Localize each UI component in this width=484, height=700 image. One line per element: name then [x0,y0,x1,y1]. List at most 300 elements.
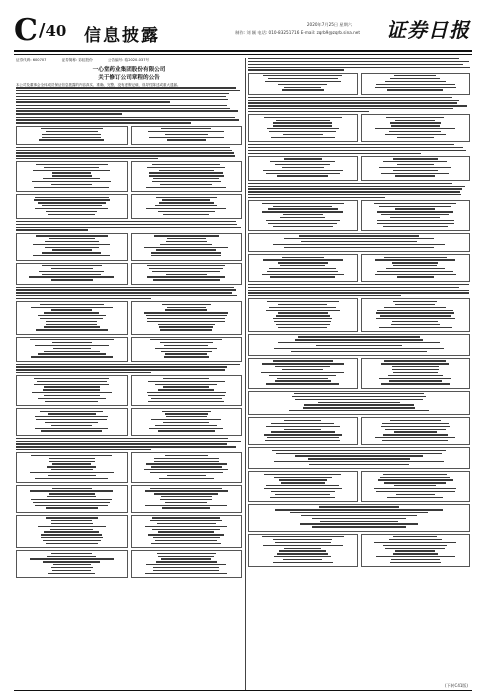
text-line [248,191,460,192]
two-column-block [16,515,242,548]
bottom-rule [14,690,472,691]
text-line [166,274,207,275]
text-line [42,205,102,206]
text-line [149,172,223,173]
text-line [292,396,426,397]
text-line [299,235,418,236]
text-line [152,164,220,165]
text-line [16,229,88,230]
text-lines [251,235,468,248]
text-line [167,307,206,308]
text-lines [363,360,468,384]
text-line [51,469,93,470]
text-line [44,326,100,327]
text-line [149,268,223,269]
text-lines [16,117,242,124]
text-line [262,203,344,204]
text-line [49,238,95,239]
text-line [16,295,237,296]
boxed-section [248,334,470,356]
text-line [164,356,209,357]
text-line [146,208,226,209]
text-line [44,395,100,396]
text-line [51,425,92,426]
text-line [51,309,92,310]
text-line [282,257,324,258]
text-lines [133,304,240,331]
text-line [391,324,440,325]
text-line [392,369,439,370]
text-line [265,81,341,82]
text-line [273,125,332,126]
text-line [16,155,235,156]
text-lines [133,378,240,402]
text-line [16,110,238,111]
sub-column [131,126,243,145]
text-line [35,478,108,479]
text-line [378,479,453,480]
text-line [284,87,321,88]
text-line [248,58,459,59]
text-line [156,249,216,250]
text-line [267,301,339,302]
text-line [33,255,110,256]
masthead [14,13,472,50]
text-line [31,307,113,308]
sub-column [131,263,243,285]
text-line [163,214,209,215]
text-line [395,208,435,209]
text-line [147,321,225,322]
text-line [159,478,214,479]
text-line [147,265,225,266]
text-lines [363,117,468,138]
text-line [162,411,211,412]
page-number: 40 [45,22,67,40]
text-lines [251,506,468,527]
text-lines [251,158,356,176]
text-line [394,485,436,486]
text-line [268,78,338,79]
text-lines [363,158,468,176]
text-line [147,276,225,277]
sub-column [131,515,243,548]
text-line [33,244,110,245]
text-line [376,491,455,492]
text-line [248,290,469,291]
text-line [16,96,226,97]
text-line [46,131,98,132]
text-line [295,455,422,456]
text-line [46,517,98,518]
text-lines [19,455,126,479]
text-line [248,186,465,187]
text-line [151,255,221,256]
text-line [161,351,212,352]
text-line [47,496,96,497]
sub-column [16,375,128,406]
text-line [248,105,467,106]
two-column-block [16,550,242,578]
text-line [274,556,331,557]
sub-column [248,534,358,567]
sub-column [131,408,243,436]
text-lines [248,284,470,297]
text-line [376,84,455,85]
text-line [35,208,108,209]
text-lines [248,58,470,71]
text-line [145,573,227,574]
two-column-block [16,161,242,192]
text-line [397,137,434,138]
left-column [16,58,242,690]
text-line [312,526,407,527]
text-line [381,363,449,364]
text-line [144,312,228,313]
text-line [158,430,215,431]
sub-column [16,452,128,483]
text-lines [133,339,240,357]
sub-column [16,301,128,334]
two-column-block [16,452,242,483]
text-line [51,553,92,554]
sub-column [16,408,128,436]
text-line [152,529,220,530]
text-line [16,113,122,114]
notice-intro: 本公司及董事会全体成员保证信息披露的内容真实、准确、完整，没有虚假记载、误导性陈述或重大遗漏。 [16,83,181,87]
text-line [377,310,453,311]
text-line [264,434,342,435]
two-column-block [16,263,242,285]
text-line [268,223,337,224]
page-code [14,13,67,48]
text-lines [19,378,126,402]
text-line [266,485,339,486]
text-line [157,553,216,554]
text-line [45,247,99,248]
paragraph-block [248,183,470,199]
text-line [165,413,208,414]
text-line [248,295,401,296]
text-line [16,221,236,222]
text-line [40,411,103,412]
text-line [263,259,343,260]
text-line [318,402,399,403]
text-lines [251,474,356,498]
text-line [53,564,91,565]
text-line [283,214,323,215]
boxed-section [248,504,470,532]
text-line [155,425,217,426]
text-line [51,268,93,269]
text-line [165,455,208,456]
text-line [148,395,225,396]
text-line [303,407,414,408]
text-line [319,506,399,507]
notice-title: 关于修订公司章程的公告 [98,75,160,81]
two-column-block [16,233,242,261]
sub-column [131,233,243,261]
text-line [44,531,99,532]
text-line [284,429,321,430]
text-line [390,562,441,563]
text-line [16,438,228,439]
text-line [391,125,440,126]
text-lines [363,536,468,563]
text-line [279,550,326,551]
text-line [385,548,445,549]
text-line [263,170,343,171]
text-lines [133,128,240,141]
text-lines [133,553,240,574]
text-line [282,89,324,90]
text-line [38,398,106,399]
sub-column [16,515,128,548]
text-line [267,271,338,272]
text-line [376,312,454,313]
text-line [374,488,456,489]
sub-column [16,233,128,261]
text-line [150,488,222,489]
text-line [152,271,220,272]
text-lines [251,536,356,563]
boxed-section [248,233,470,252]
text-line [162,507,210,508]
text-line [395,175,435,176]
text-line [52,249,92,250]
sub-column [131,452,243,483]
text-line [16,369,225,370]
text-line [162,304,211,305]
text-line [144,469,228,470]
text-line [380,315,451,316]
text-line [274,461,444,462]
text-line [44,312,99,313]
text-line [43,178,100,179]
text-line [151,252,221,253]
text-line [16,287,234,288]
text-line [16,446,236,447]
text-line [384,257,447,258]
text-line [34,384,109,385]
text-lines [251,420,356,441]
text-line [280,217,325,218]
text-line [384,360,446,361]
text-line [264,117,342,118]
text-line [395,304,435,305]
text-lines [248,144,470,154]
text-line [268,208,338,209]
text-line [16,108,230,109]
text-line [41,128,103,129]
text-line [278,262,328,263]
text-line [16,99,228,100]
text-line [394,75,436,76]
two-column-block [16,301,242,334]
text-line [383,545,447,546]
text-lines [251,203,356,227]
text-line [16,87,236,88]
text-line [53,348,91,349]
text-line [301,515,418,516]
text-lines [363,203,468,227]
text-line [264,474,341,475]
text-line [248,147,463,148]
text-line [397,164,434,165]
text-line [41,430,102,431]
sub-column [361,534,471,567]
text-lines [133,488,240,509]
sub-column [131,485,243,513]
text-line [42,265,102,266]
text-lines [133,265,240,281]
text-line [282,167,324,168]
text-line [390,78,440,79]
text-line [390,217,440,218]
text-line [281,482,325,483]
text-line [283,559,322,560]
newspaper-logo: 证券日报 [386,18,470,42]
two-column-block [248,358,470,389]
sub-column [361,73,471,95]
text-lines [19,411,126,432]
text-line [393,301,437,302]
text-line [390,122,441,123]
text-line [266,426,340,427]
text-line [284,420,321,421]
text-line [40,304,104,305]
text-line [44,351,100,352]
text-line [304,404,414,405]
notice-codes [16,58,242,63]
text-line [159,202,214,203]
text-line [16,105,227,106]
text-lines [19,553,126,574]
text-line [272,450,445,451]
text-line [392,262,438,263]
text-line [42,274,101,275]
text-line [16,441,241,442]
text-line [265,440,340,441]
text-line [153,178,219,179]
text-line [389,131,441,132]
text-line [380,477,450,478]
sub-column [16,126,128,145]
text-line [248,292,469,293]
text-line [383,161,447,162]
two-column-block [248,156,470,181]
two-column-block [248,534,470,567]
text-line [36,329,108,330]
text-line [276,324,330,325]
text-line [46,324,97,325]
text-line [149,175,224,176]
text-line [156,561,217,562]
text-line [153,537,220,538]
text-line [295,339,422,340]
text-line [374,203,456,204]
text-line [162,199,210,200]
text-line [393,553,438,554]
text-line [147,392,226,393]
text-line [396,494,435,495]
text-line [16,119,239,120]
text-line [273,226,333,227]
text-line [157,523,216,524]
text-line [273,122,332,123]
sub-column [16,550,128,578]
text-line [316,345,402,346]
text-line [52,463,91,464]
text-line [270,161,335,162]
text-line [269,375,336,376]
text-line [248,69,344,70]
text-line [276,453,443,454]
two-column-block [248,254,470,282]
text-line [375,128,455,129]
text-line [49,493,95,494]
text-line [38,202,106,203]
text-line [52,342,92,343]
text-line [151,419,221,420]
sub-column [248,417,358,445]
text-line [377,220,454,221]
text-line [165,309,207,310]
text-line [161,558,211,559]
two-column-block [248,417,470,445]
text-line [46,211,97,212]
text-line [382,440,448,441]
text-lines [363,301,468,328]
text-line [44,386,100,387]
text-line [48,475,96,476]
page-letter: C [14,13,38,48]
text-line [45,401,98,402]
text-line [16,158,158,159]
text-line [390,420,441,421]
text-line [16,117,235,118]
text-lines [16,87,242,103]
text-line [282,369,323,370]
text-line [16,364,240,365]
notice-number: 公告编号: 临2020-037号 [107,58,150,62]
text-line [147,318,225,319]
text-line [271,431,335,432]
text-line [16,90,240,91]
text-line [273,562,333,563]
text-lines [19,304,126,331]
text-line [51,520,92,521]
text-line [167,238,206,239]
text-line [273,318,332,319]
text-lines [248,97,470,113]
text-line [269,307,336,308]
text-line [32,181,111,182]
text-line [312,518,405,519]
text-line [158,531,214,532]
text-line [284,548,321,549]
sub-column [131,161,243,192]
text-line [35,416,108,417]
text-line [261,372,344,373]
editor-contact: 制作: 刘 颖 电话: 010-83251716 E-mail: zqrb9@zqrb.sina.net [235,30,360,35]
text-line [33,502,110,503]
text-line [264,488,342,489]
text-lines [133,164,240,188]
text-line [278,327,327,328]
stock-code: 证券代码: 600707 [16,58,47,62]
masthead-rule-thick [14,50,472,52]
